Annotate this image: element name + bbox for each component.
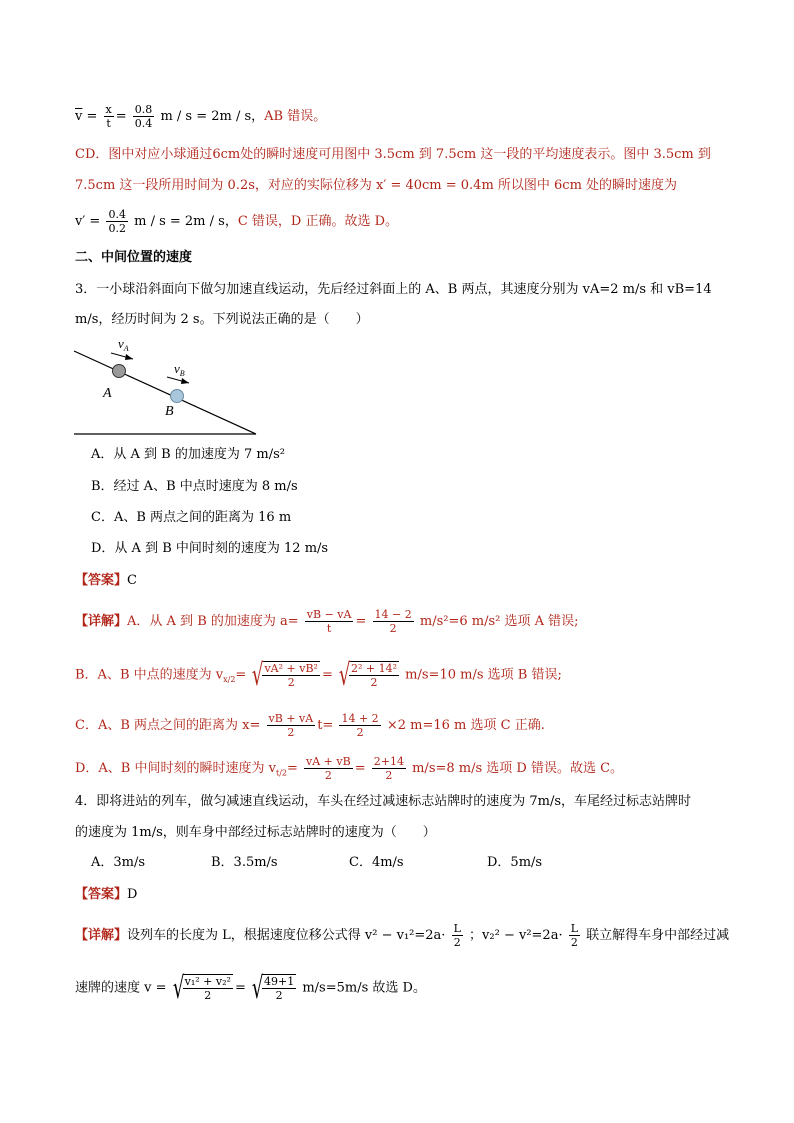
formula-average-velocity: $\overline{v}$ = $\frac{x}{t}$ = $\frac{0.8}{0.4}$ m / s = 2m / s，AB 错误。 bbox=[75, 103, 327, 130]
cd-line-3: v′ = $\frac{0.4}{0.2}$ m / s = 2m / s，C 错误，D 正确。故选 D。 bbox=[75, 208, 399, 235]
q3-detail-b: B．A、B 中点的速度为 $v_{x/2}=$ √ $\frac{\text{vA² + vB²}}{2}$ = √ $\frac{\text{2² + 14²}}{2}$ m/s=10 m/s 选项 B 错误; bbox=[75, 661, 562, 689]
q4-option-a: A．3m/s bbox=[91, 855, 146, 870]
q3-detail-d: D．A、B 中间时刻的瞬时速度为 $v_{t/2}=$ $\frac{vA + vB}{2}$ = $\frac{2+14}{2}$ m/s=8 m/s 选项 D 错误。故选 C。 bbox=[75, 755, 624, 782]
label-a: A bbox=[103, 386, 112, 401]
q4-option-d: D．5m/s bbox=[487, 855, 543, 870]
label-vb: $v_B$ bbox=[174, 361, 185, 378]
label-va: $v_A$ bbox=[118, 336, 129, 353]
q3-option-d: D．从 A 到 B 中间时刻的速度为 12 m/s bbox=[91, 541, 329, 556]
q4-answer: 【答案】D bbox=[75, 887, 138, 902]
incline-figure bbox=[70, 333, 260, 438]
section-title: 二、中间位置的速度 bbox=[75, 250, 193, 265]
q3-stem-line-2: m/s，经历时间为 2 s。下列说法正确的是（ ） bbox=[75, 312, 369, 327]
label-b: B bbox=[165, 404, 174, 419]
q4-option-b: B．3.5m/s bbox=[211, 855, 278, 870]
ball-a bbox=[113, 365, 126, 378]
q4-option-c: C．4m/s bbox=[349, 855, 404, 870]
cd-line-1: CD．图中对应小球通过6cm处的瞬时速度可用图中 3.5cm 到 7.5cm 这一段的平均速度表示。图中 3.5cm 到 bbox=[75, 147, 711, 162]
q3-answer: 【答案】C bbox=[75, 573, 137, 588]
cd-line-2: 7.5cm 这一段所用时间为 0.2s，对应的实际位移为 x′ = 40cm = 0.4m 所以图中 6cm 处的瞬时速度为 bbox=[75, 178, 678, 193]
q3-detail-a: 【详解】A．从 A 到 B 的加速度为 a= $\frac{vB - vA}{t}$ = $\frac{14 - 2}{2}$ m/s²=6 m/s² 选项 A 错误; bbox=[75, 608, 579, 635]
q4-stem-line-2: 的速度为 1m/s，则车身中部经过标志站牌时的速度为（ ） bbox=[75, 825, 436, 840]
q3-detail-c: C．A、B 两点之间的距离为 x= $\frac{vB + vA}{2}$ t= $\frac{14 + 2}{2}$ ×2 m=16 m 选项 C 正确. bbox=[75, 712, 545, 739]
ball-b bbox=[171, 390, 184, 403]
q4-stem-line-1: 4．即将进站的列车，做匀减速直线运动，车头在经过减速标志站牌时的速度为 7m/s，车尾经过标志站牌时 bbox=[75, 794, 692, 809]
q3-option-a: A．从 A 到 B 的加速度为 7 m/s² bbox=[91, 447, 285, 462]
q3-option-b: B．经过 A、B 中点时速度为 8 m/s bbox=[91, 479, 298, 494]
q4-detail-line-2: 速牌的速度 v = √ $\frac{\text{v₁² + v₂²}}{2}$ = √ $\frac{49+1}{2}$ m/s=5m/s 故选 D。 bbox=[75, 974, 426, 1002]
arrow-vb-head bbox=[181, 378, 189, 384]
q4-detail-line-1: 【详解】设列车的长度为 L，根据速度位移公式得 v² − v₁²=2a· $\frac{L}{2}$ ；v₂² − v²=2a· $\frac{L}{2}$ 联立解得车身中部经过减 bbox=[75, 922, 730, 949]
incline-line bbox=[74, 351, 256, 434]
q3-stem-line-1: 3．一小球沿斜面向下做匀加速直线运动，先后经过斜面上的 A、B 两点，其速度分别为 vA=2 m/s 和 vB=14 bbox=[75, 282, 712, 297]
q3-option-c: C．A、B 两点之间的距离为 16 m bbox=[91, 510, 292, 525]
arrow-va-head bbox=[125, 354, 133, 360]
